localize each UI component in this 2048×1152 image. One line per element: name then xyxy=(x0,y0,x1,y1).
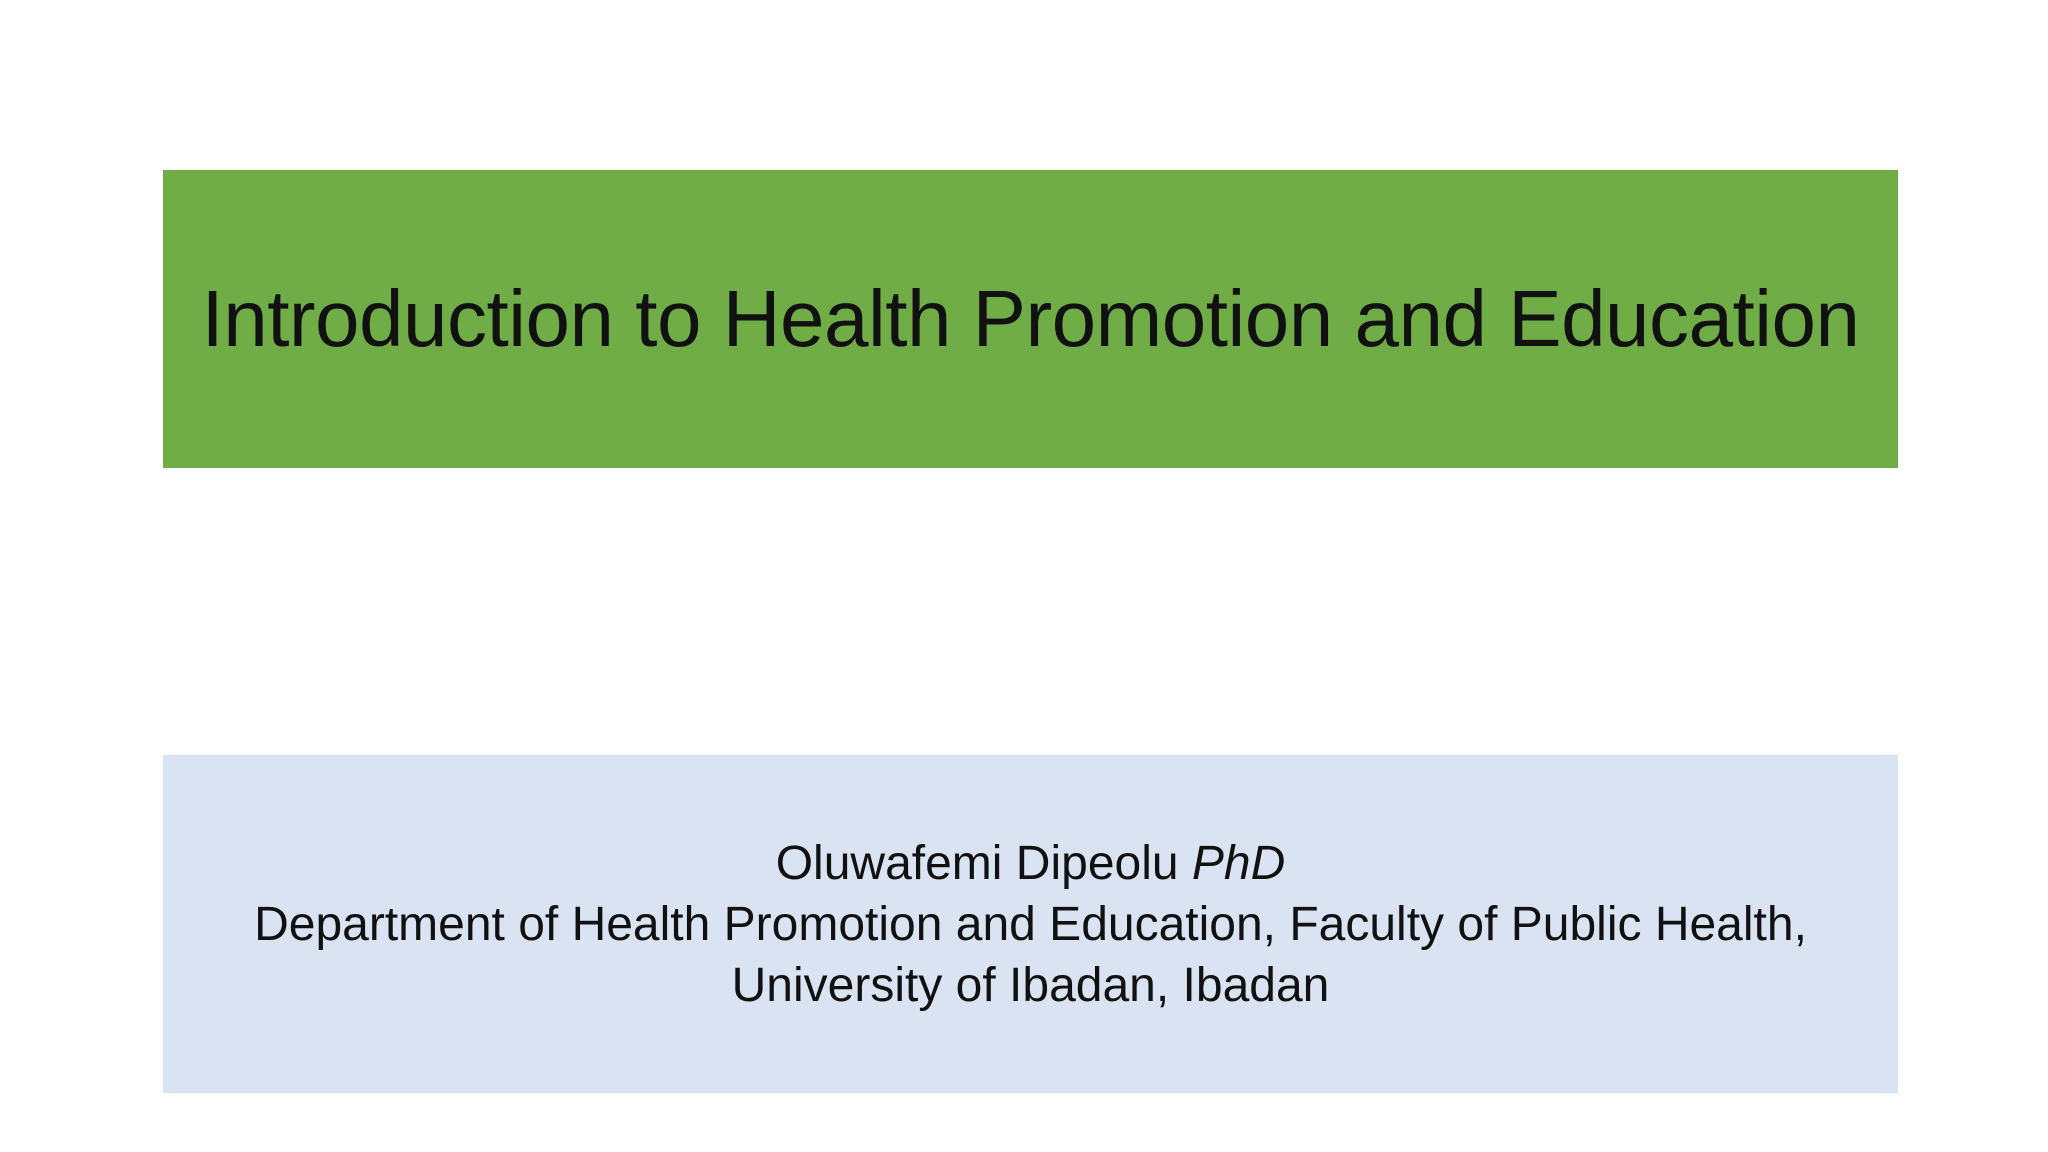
title-box xyxy=(163,170,1898,468)
subtitle-box xyxy=(163,755,1898,1093)
author-name: Oluwafemi Dipeolu xyxy=(775,836,1179,890)
affiliation-line-2: University of Ibadan, Ibadan xyxy=(731,958,1330,1012)
affiliation-line-1: Department of Health Promotion and Education, Faculty of Public Health, xyxy=(254,897,1807,951)
slide-title: Introduction to Health Promotion and Education xyxy=(201,274,1860,363)
author-degree: PhD xyxy=(1191,836,1286,890)
author-line xyxy=(776,833,1286,894)
